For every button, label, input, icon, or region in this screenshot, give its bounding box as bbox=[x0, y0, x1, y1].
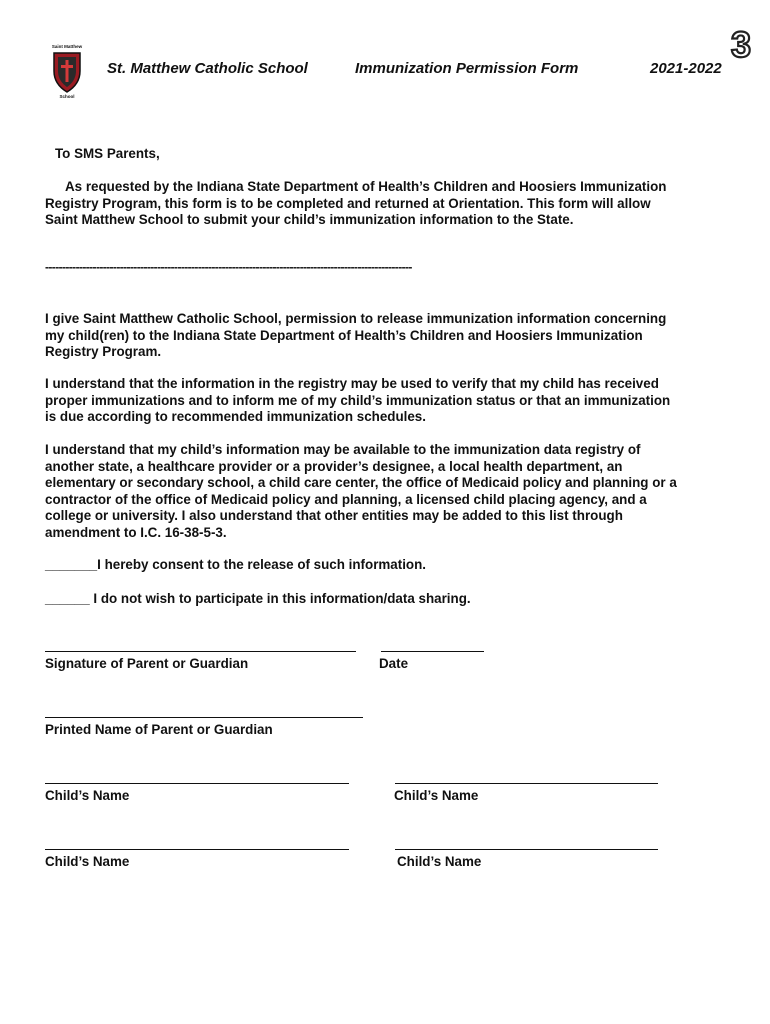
consent-option[interactable]: _______I hereby consent to the release of such information. bbox=[45, 557, 427, 572]
intro-paragraph: As requested by the Indiana State Department of Health’s Children and Hoosiers Immunization Registry Program, this form is to be completed and returned at Orientation. This form will allow Saint Matthew School to submit your child’s immunization information to the State. bbox=[45, 179, 667, 228]
understanding-paragraph-1: I understand that the information in the registry may be used to verify that my child has received proper immunizations and to inform me of my child’s immunization status or that an immunization is due according to recommended immunization schedules. bbox=[45, 376, 671, 425]
page-number-badge bbox=[728, 24, 758, 64]
permission-paragraph: I give Saint Matthew Catholic School, permission to release immunization information concerning my child(ren) to the Indiana State Department of Health’s Children and Hoosiers Immunization Registry Program. bbox=[45, 311, 667, 360]
printed-name-line[interactable] bbox=[45, 717, 363, 718]
parent-signature-line[interactable] bbox=[45, 651, 356, 652]
child-name-label-2: Child’s Name bbox=[394, 788, 479, 803]
printed-name-label: Printed Name of Parent or Guardian bbox=[45, 722, 273, 737]
date-line[interactable] bbox=[381, 651, 484, 652]
decline-option[interactable]: ______ I do not wish to participate in this information/data sharing. bbox=[45, 591, 471, 606]
date-label: Date bbox=[379, 656, 409, 671]
child-name-label-3: Child’s Name bbox=[45, 854, 130, 869]
form-title: Immunization Permission Form bbox=[355, 60, 579, 77]
greeting: To SMS Parents, bbox=[55, 146, 160, 161]
school-logo bbox=[47, 44, 87, 104]
separator-line: ------------------------------------------------------------------------------------------------------------ bbox=[45, 260, 412, 274]
shield-icon bbox=[52, 51, 82, 93]
understanding-paragraph-2: I understand that my child’s information may be available to the immunization data registry of another state, a healthcare provider or a provider’s designee, a local health department, an elementary or secondary school, a child care center, the office of Medicaid policy and planning or a contractor of the office of Medicaid policy and planning, a licensed child placing agency, and a college or university. I also understand that other entities may be added to this list through amendment to I.C. 16-38-5-3. bbox=[45, 442, 677, 540]
logo-bottom-text: School bbox=[59, 94, 75, 99]
school-year: 2021-2022 bbox=[650, 60, 722, 77]
child-name-line-3[interactable] bbox=[45, 849, 349, 850]
child-name-line-1[interactable] bbox=[45, 783, 349, 784]
page-number-text: 3 bbox=[731, 24, 752, 64]
parent-signature-label: Signature of Parent or Guardian bbox=[45, 656, 249, 671]
school-name: St. Matthew Catholic School bbox=[107, 60, 308, 77]
child-name-line-2[interactable] bbox=[395, 783, 658, 784]
logo-top-text: Saint Matthew bbox=[51, 44, 83, 49]
child-name-line-4[interactable] bbox=[395, 849, 658, 850]
child-name-label-1: Child’s Name bbox=[45, 788, 130, 803]
child-name-label-4: Child’s Name bbox=[397, 854, 482, 869]
